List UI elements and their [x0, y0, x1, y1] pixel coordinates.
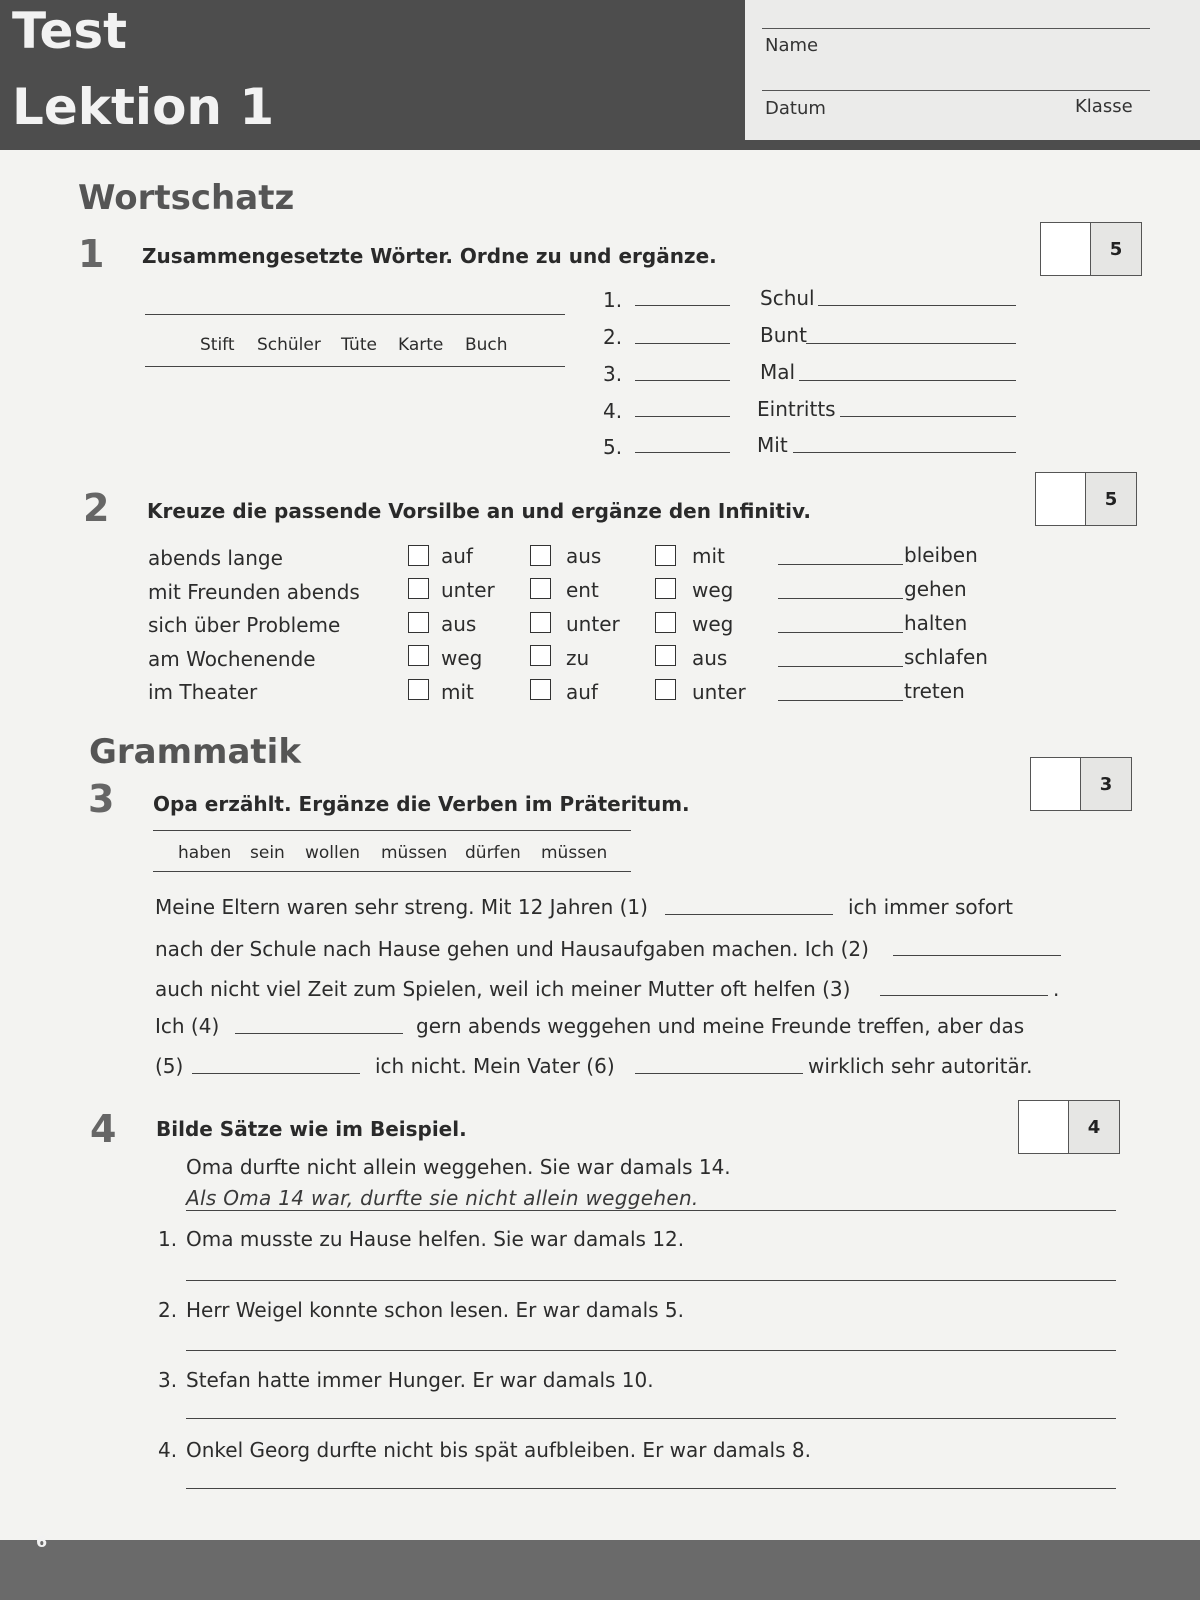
ex2-verb: schlafen — [904, 645, 988, 669]
ex1-item-prefix-blank[interactable] — [635, 452, 730, 453]
word-box-word: müssen — [381, 843, 448, 863]
word-box-top-rule — [153, 830, 631, 831]
ex1-item-suffix-blank[interactable] — [806, 343, 1016, 344]
ex2-option: ent — [566, 578, 599, 602]
ex3-blank-1[interactable] — [665, 914, 833, 915]
exercise-3-points: 3 — [1099, 773, 1113, 795]
ex2-phrase: sich über Probleme — [148, 613, 341, 637]
ex3-text: Ich (4) — [155, 1014, 220, 1038]
ex1-item-suffix-blank[interactable] — [799, 380, 1016, 381]
ex4-item-prompt: Onkel Georg durfte nicht bis spät aufbleiben. Er war damals 8. — [186, 1438, 811, 1462]
ex2-option: unter — [441, 578, 495, 602]
ex2-verb: treten — [904, 679, 965, 703]
ex1-item-num: 5. — [603, 435, 623, 459]
exercise-3-number: 3 — [88, 777, 115, 821]
ex3-blank-3[interactable] — [880, 995, 1048, 996]
exercise-3-score-box[interactable] — [1030, 757, 1132, 811]
ex2-phrase: abends lange — [148, 546, 283, 570]
ex4-answer-line[interactable] — [186, 1488, 1116, 1489]
ex4-item-prompt: Herr Weigel konnte schon lesen. Er war damals 5. — [186, 1298, 684, 1322]
ex2-checkbox[interactable] — [408, 645, 429, 666]
exercise-4-number: 4 — [90, 1107, 117, 1151]
ex4-item-num: 1. — [158, 1227, 178, 1251]
exercise-1-number: 1 — [78, 232, 105, 276]
ex2-option: mit — [692, 544, 725, 568]
ex3-blank-6[interactable] — [635, 1073, 803, 1074]
ex4-item-num: 4. — [158, 1438, 178, 1462]
ex1-item-num: 1. — [603, 288, 623, 312]
ex2-option: aus — [692, 646, 728, 670]
ex1-item-stem: Eintritts — [757, 397, 836, 421]
ex2-answer-blank[interactable] — [778, 632, 903, 633]
ex2-checkbox[interactable] — [655, 645, 676, 666]
ex1-item-stem: Bunt — [760, 323, 807, 347]
ex2-checkbox[interactable] — [530, 679, 551, 700]
section-title-grammatik: Grammatik — [89, 732, 301, 772]
ex2-phrase: am Wochenende — [148, 647, 316, 671]
word-box-word: sein — [250, 843, 285, 863]
ex2-answer-blank[interactable] — [778, 598, 903, 599]
ex1-item-num: 3. — [603, 362, 623, 386]
word-box-word: Karte — [398, 335, 444, 355]
ex2-checkbox[interactable] — [530, 578, 551, 599]
ex2-option: weg — [692, 612, 734, 636]
ex3-blank-2[interactable] — [893, 955, 1061, 956]
ex2-checkbox[interactable] — [408, 578, 429, 599]
ex1-item-suffix-blank[interactable] — [793, 452, 1016, 453]
ex4-example-line — [186, 1210, 1116, 1211]
ex2-checkbox[interactable] — [408, 679, 429, 700]
ex1-item-stem: Mit — [757, 433, 788, 457]
ex2-checkbox[interactable] — [655, 545, 676, 566]
ex3-blank-4[interactable] — [235, 1033, 403, 1034]
footer-band — [0, 1540, 1200, 1600]
ex2-verb: gehen — [904, 577, 967, 601]
name-line[interactable] — [762, 28, 1150, 29]
word-box-bottom-rule — [153, 871, 631, 872]
ex4-answer-line[interactable] — [186, 1350, 1116, 1351]
ex2-option: mit — [441, 680, 474, 704]
page-number: 6 — [36, 1532, 48, 1551]
lesson-title: Lektion 1 — [12, 78, 275, 136]
ex3-text: ich nicht. Mein Vater (6) — [375, 1054, 615, 1078]
datum-klasse-line[interactable] — [762, 90, 1150, 91]
exercise-3-instruction: Opa erzählt. Ergänze die Verben im Präteritum. — [153, 792, 690, 816]
ex2-phrase: mit Freunden abends — [148, 580, 360, 604]
ex1-item-prefix-blank[interactable] — [635, 380, 730, 381]
ex2-option: aus — [566, 544, 602, 568]
word-box-word: Tüte — [341, 335, 377, 355]
ex4-item-num: 2. — [158, 1298, 178, 1322]
exercise-1-instruction: Zusammengesetzte Wörter. Ordne zu und ergänze. — [142, 244, 717, 268]
exercise-2-score-box[interactable] — [1035, 472, 1137, 526]
word-box-word: Buch — [465, 335, 508, 355]
ex3-text: auch nicht viel Zeit zum Spielen, weil ich meiner Mutter oft helfen (3) — [155, 977, 851, 1001]
ex2-answer-blank[interactable] — [778, 564, 903, 565]
ex2-checkbox[interactable] — [530, 612, 551, 633]
ex3-text: (5) — [155, 1054, 184, 1078]
word-box-word: Stift — [200, 335, 235, 355]
ex2-answer-blank[interactable] — [778, 666, 903, 667]
exercise-2-instruction: Kreuze die passende Vorsilbe an und ergänze den Infinitiv. — [147, 499, 811, 523]
word-box-word: dürfen — [465, 843, 521, 863]
ex3-text: Meine Eltern waren sehr streng. Mit 12 Jahren (1) — [155, 895, 648, 919]
ex2-option: zu — [566, 646, 590, 670]
ex3-text: . — [1053, 977, 1060, 1001]
ex1-item-suffix-blank[interactable] — [818, 305, 1016, 306]
word-box-top-rule — [145, 314, 565, 315]
ex3-text: ich immer sofort — [848, 895, 1013, 919]
ex2-option: auf — [566, 680, 598, 704]
word-box-word: haben — [178, 843, 232, 863]
ex2-option: auf — [441, 544, 473, 568]
ex3-text: nach der Schule nach Hause gehen und Hausaufgaben machen. Ich (2) — [155, 937, 869, 961]
exercise-2-points: 5 — [1104, 488, 1118, 510]
ex1-item-prefix-blank[interactable] — [635, 416, 730, 417]
ex1-item-stem: Schul — [760, 286, 815, 310]
ex4-example-prompt: Oma durfte nicht allein weggehen. Sie war damals 14. — [186, 1155, 731, 1179]
ex4-item-num: 3. — [158, 1368, 178, 1392]
test-title: Test — [12, 2, 128, 60]
name-label: Name — [765, 35, 819, 56]
word-box-word: wollen — [305, 843, 360, 863]
ex4-item-prompt: Oma musste zu Hause helfen. Sie war damals 12. — [186, 1227, 685, 1251]
ex2-option: unter — [566, 612, 620, 636]
ex2-option: unter — [692, 680, 746, 704]
ex2-verb: halten — [904, 611, 968, 635]
ex1-item-suffix-blank[interactable] — [840, 416, 1016, 417]
ex2-checkbox[interactable] — [655, 679, 676, 700]
ex2-verb: bleiben — [904, 543, 978, 567]
ex2-checkbox[interactable] — [408, 545, 429, 566]
word-box-word: Schüler — [257, 335, 321, 355]
ex2-answer-blank[interactable] — [778, 700, 903, 701]
exercise-4-score-box[interactable] — [1018, 1100, 1120, 1154]
ex2-checkbox[interactable] — [655, 612, 676, 633]
ex1-item-stem: Mal — [760, 360, 796, 384]
exercise-4-instruction: Bilde Sätze wie im Beispiel. — [156, 1117, 467, 1141]
ex4-answer-line[interactable] — [186, 1280, 1116, 1281]
ex4-item-prompt: Stefan hatte immer Hunger. Er war damals 10. — [186, 1368, 654, 1392]
exercise-1-points: 5 — [1109, 238, 1123, 260]
ex2-checkbox[interactable] — [530, 645, 551, 666]
klasse-label: Klasse — [1075, 96, 1133, 117]
ex1-item-prefix-blank[interactable] — [635, 343, 730, 344]
ex2-option: weg — [441, 646, 483, 670]
student-info-panel — [745, 0, 1200, 140]
ex2-phrase: im Theater — [148, 680, 258, 704]
ex4-example-answer: Als Oma 14 war, durfte sie nicht allein weggehen. — [186, 1186, 699, 1210]
ex3-blank-5[interactable] — [192, 1073, 360, 1074]
exercise-4-points: 4 — [1087, 1116, 1101, 1138]
ex1-item-num: 2. — [603, 325, 623, 349]
ex2-option: weg — [692, 578, 734, 602]
ex2-option: aus — [441, 612, 477, 636]
ex3-text: gern abends weggehen und meine Freunde treffen, aber das — [416, 1014, 1025, 1038]
datum-label: Datum — [765, 98, 826, 119]
ex1-item-num: 4. — [603, 399, 623, 423]
word-box-bottom-rule — [145, 366, 565, 367]
exercise-2-number: 2 — [83, 486, 110, 530]
exercise-1-score-box[interactable] — [1040, 222, 1142, 276]
ex2-checkbox[interactable] — [655, 578, 676, 599]
word-box-word: müssen — [541, 843, 608, 863]
ex2-checkbox[interactable] — [408, 612, 429, 633]
ex4-answer-line[interactable] — [186, 1418, 1116, 1419]
ex1-item-prefix-blank[interactable] — [635, 305, 730, 306]
section-title-wortschatz: Wortschatz — [78, 178, 295, 218]
ex2-checkbox[interactable] — [530, 545, 551, 566]
ex3-text: wirklich sehr autoritär. — [808, 1054, 1033, 1078]
